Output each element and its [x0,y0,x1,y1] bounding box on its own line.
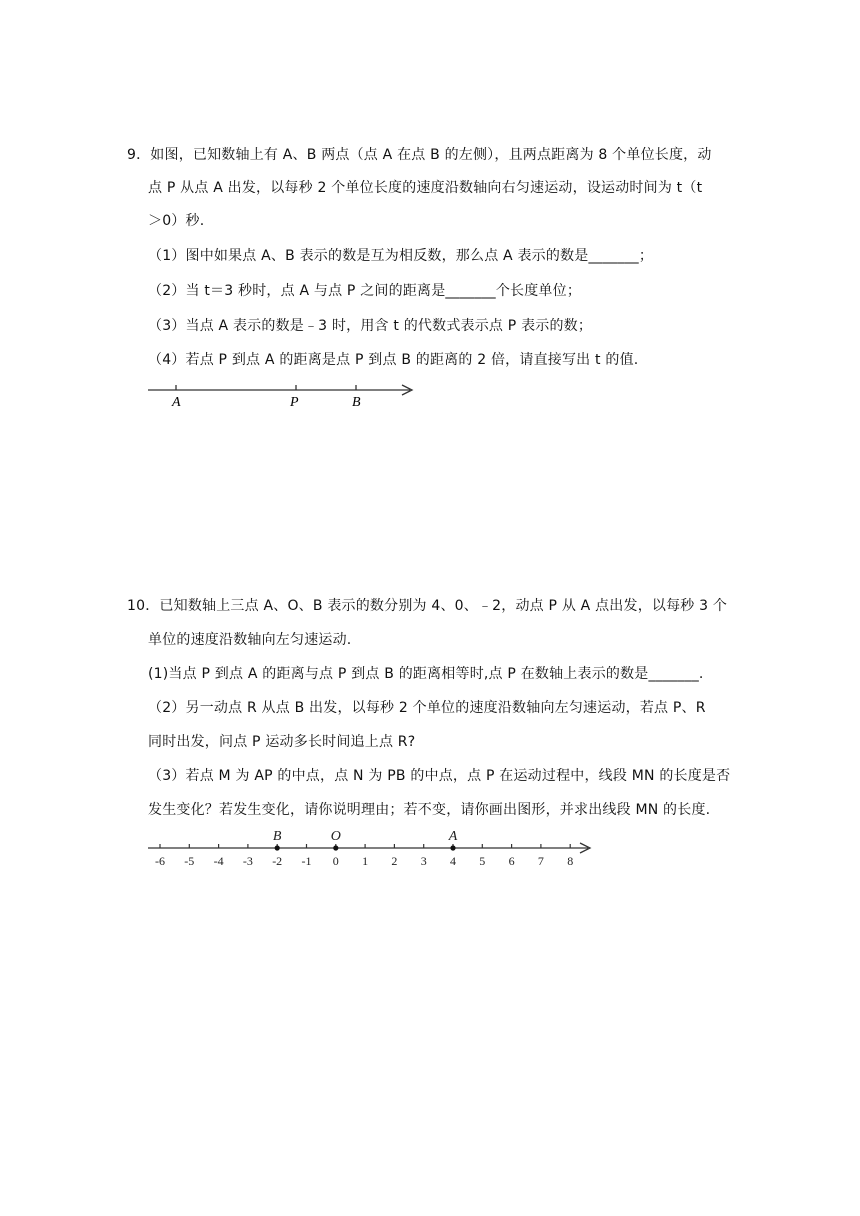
point-dot-o [333,845,338,850]
tick-label: -1 [301,854,312,868]
point-label-a: A [172,395,181,410]
tick-label: -6 [155,854,165,868]
point-label-b: B [272,829,282,844]
point-label-b: B [352,395,361,410]
problem-10-question-3-line-1: （3）若点 M 为 AP 的中点，点 N 为 PB 的中点，点 P 在运动过程中，线段 MN 的长度是否 [148,768,731,784]
tick-label: -2 [272,854,283,868]
tick-label: 2 [391,854,398,868]
tick-label: 4 [450,854,456,868]
problem-9-question-4: （4）若点 P 到点 A 的距离是点 P 到点 B 的距离的 2 倍，请直接写出 t 的值. [148,352,639,368]
problem-9-stem-line-3: ＞0）秒. [148,213,205,229]
tick-label: 0 [332,854,339,868]
point-label-p: P [290,395,299,410]
problem-10-question-3-line-2: 发生变化？若发生变化，请你说明理由；若不变，请你画出图形，并求出线段 MN 的长度. [148,802,711,818]
tick-label: -5 [184,854,195,868]
point-label-o: O [330,829,341,844]
tick-label: 8 [567,854,574,868]
problem-9-question-2: （2）当 t＝3 秒时，点 A 与点 P 之间的距离是_______个长度单位； [148,283,582,299]
tick-label: 3 [420,854,427,868]
problem-10-number-line [146,826,596,870]
problem-9-stem-line-1: 9．如图，已知数轴上有 A、B 两点（点 A 在点 B 的左侧），且两点距离为 8 个单位长度，动 [127,147,712,163]
tick-label: 5 [479,854,486,868]
point-dot-a [450,845,455,850]
tick-label: 7 [537,854,544,868]
problem-10-question-1: (1)当点 P 到点 A 的距离与点 P 到点 B 的距离相等时,点 P 在数轴上表示的数是_______. [148,666,704,682]
problem-9-number-line [146,378,416,412]
problem-10-question-2-line-2: 同时出发，问点 P 运动多长时间追上点 R? [148,734,416,750]
point-label-a: A [448,829,458,844]
tick-label: 1 [362,854,369,868]
point-dot-b [275,845,280,850]
problem-9-question-3: （3）当点 A 表示的数是﹣3 时，用含 t 的代数式表示点 P 表示的数； [148,318,593,334]
problem-10-stem-line-1: 10．已知数轴上三点 A、O、B 表示的数分别为 4、0、﹣2，动点 P 从 A 点出发，以每秒 3 个 [127,598,728,614]
tick-label: -4 [213,854,224,868]
problem-10-question-2-line-1: （2）另一动点 R 从点 B 出发，以每秒 2 个单位的速度沿数轴向左匀速运动，若点 P、R [148,700,706,716]
tick-label: 6 [508,854,515,868]
problem-9-stem-line-2: 点 P 从点 A 出发，以每秒 2 个单位长度的速度沿数轴向右匀速运动，设运动时间为 t（t [148,180,703,196]
tick-label: -3 [242,854,253,868]
problem-9-question-1: （1）图中如果点 A、B 表示的数是互为相反数，那么点 A 表示的数是_______； [148,248,654,264]
problem-10-stem-line-2: 单位的速度沿数轴向左匀速运动. [148,632,352,648]
